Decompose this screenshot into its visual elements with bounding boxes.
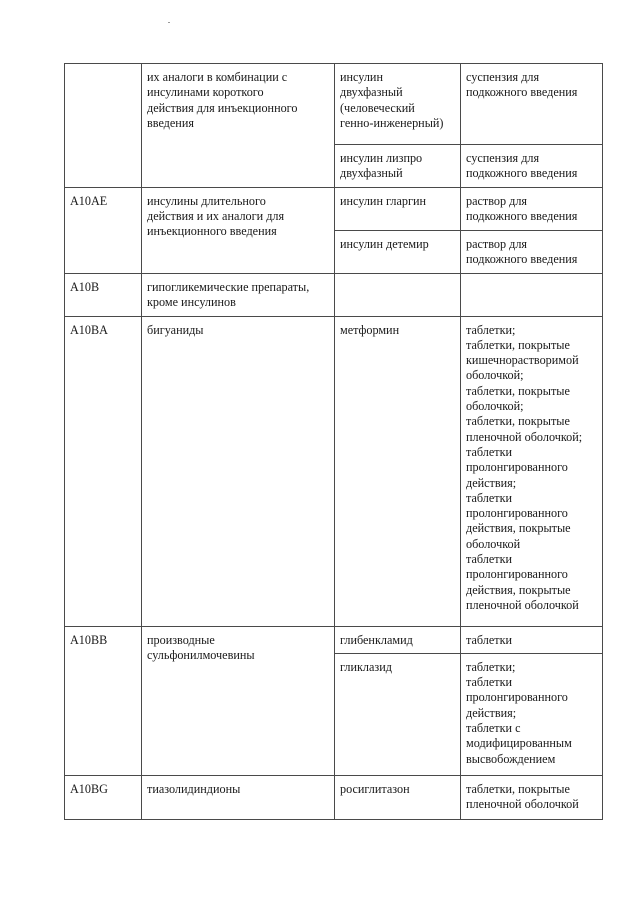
form-line: пленочной оболочкой bbox=[466, 797, 579, 812]
drug-line: глибенкламид bbox=[340, 632, 413, 647]
atc-code: A10BA bbox=[70, 322, 108, 337]
form-line: таблетки bbox=[466, 552, 513, 567]
form-cell bbox=[461, 230, 603, 273]
drug-line: двухфазный bbox=[340, 85, 403, 100]
form-line: пролонгированного bbox=[466, 506, 568, 521]
form-line: таблетки bbox=[466, 675, 513, 690]
form-line: подкожного введения bbox=[466, 166, 578, 181]
form-cell bbox=[461, 187, 603, 230]
form-line: суспензия для bbox=[466, 70, 540, 84]
form-line: действия, покрытые bbox=[466, 521, 571, 536]
form-cell bbox=[461, 653, 603, 775]
group-line: инсулинами короткого bbox=[147, 85, 264, 100]
form-line: подкожного введения bbox=[466, 251, 578, 266]
drug-cell bbox=[335, 316, 461, 626]
group-line: производные bbox=[147, 632, 215, 647]
group-line: тиазолидиндионы bbox=[147, 781, 241, 796]
form-line: модифицированным bbox=[466, 736, 572, 751]
form-line: пролонгированного bbox=[466, 690, 568, 705]
atc-code: A10BB bbox=[70, 632, 108, 647]
form-line: таблетки bbox=[466, 490, 513, 505]
form-line: раствор для bbox=[466, 236, 528, 251]
form-line: таблетки; bbox=[466, 322, 516, 337]
form-line: оболочкой bbox=[466, 536, 521, 551]
form-line: таблетки, покрытые bbox=[466, 383, 570, 398]
drug-line: гликлазид bbox=[340, 659, 392, 674]
form-line: действия, покрытые bbox=[466, 582, 571, 597]
form-line: оболочкой; bbox=[466, 368, 524, 383]
table-row bbox=[65, 273, 603, 316]
table-row bbox=[65, 187, 603, 230]
group-cell bbox=[142, 64, 335, 188]
atc-code-cell bbox=[65, 64, 142, 188]
group-line: введения bbox=[147, 115, 194, 130]
group-cell bbox=[142, 273, 335, 316]
atc-code: A10BG bbox=[70, 781, 108, 796]
drug-line: инсулин детемир bbox=[340, 236, 429, 251]
drug-line: инсулин bbox=[340, 70, 383, 84]
form-line: таблетки, покрытые bbox=[466, 781, 570, 796]
drug-cell bbox=[335, 230, 461, 273]
form-line: подкожного введения bbox=[466, 208, 578, 223]
atc-code-cell bbox=[65, 316, 142, 626]
medication-table bbox=[64, 63, 603, 820]
form-line: пролонгированного bbox=[466, 567, 568, 582]
group-line: инсулины длительного bbox=[147, 193, 266, 208]
form-line: подкожного введения bbox=[466, 85, 578, 100]
drug-cell bbox=[335, 145, 461, 188]
form-line: действия; bbox=[466, 705, 517, 720]
form-line: пролонгированного bbox=[466, 460, 568, 475]
group-line: гипогликемические препараты, bbox=[147, 279, 310, 294]
drug-cell bbox=[335, 653, 461, 775]
drug-cell bbox=[335, 64, 461, 145]
form-cell bbox=[461, 145, 603, 188]
drug-line: метформин bbox=[340, 322, 400, 337]
group-line: кроме инсулинов bbox=[147, 294, 236, 309]
form-cell bbox=[461, 626, 603, 653]
group-cell bbox=[142, 626, 335, 775]
drug-cell bbox=[335, 187, 461, 230]
table-row bbox=[65, 64, 603, 145]
group-line: действия для инъекционного bbox=[147, 100, 298, 115]
form-line: действия; bbox=[466, 475, 517, 490]
group-cell bbox=[142, 187, 335, 273]
atc-code: A10B bbox=[70, 279, 100, 294]
drug-line: инсулин гларгин bbox=[340, 193, 427, 208]
drug-line: росиглитазон bbox=[340, 781, 410, 796]
group-line: инъекционного введения bbox=[147, 224, 277, 239]
drug-line: (человеческий bbox=[340, 100, 415, 115]
table-row bbox=[65, 626, 603, 653]
form-cell bbox=[461, 273, 603, 316]
form-cell bbox=[461, 316, 603, 626]
form-line: пленочной оболочкой; bbox=[466, 429, 583, 444]
form-line: таблетки; bbox=[466, 659, 516, 674]
group-cell bbox=[142, 775, 335, 819]
form-line: высвобождением bbox=[466, 751, 556, 766]
group-line: бигуаниды bbox=[147, 322, 204, 337]
drug-line: двухфазный bbox=[340, 166, 403, 181]
form-line: пленочной оболочкой bbox=[466, 597, 579, 612]
scan-speck bbox=[168, 22, 170, 23]
group-cell bbox=[142, 316, 335, 626]
atc-code-cell bbox=[65, 187, 142, 273]
form-cell bbox=[461, 64, 603, 145]
atc-code-cell bbox=[65, 775, 142, 819]
atc-code: A10AE bbox=[70, 193, 108, 208]
form-line: таблетки с bbox=[466, 721, 521, 736]
form-cell bbox=[461, 775, 603, 819]
atc-code-cell bbox=[65, 626, 142, 775]
drug-line: инсулин лизпро bbox=[340, 151, 423, 165]
group-line: их аналоги в комбинации с bbox=[147, 70, 288, 84]
form-line: таблетки bbox=[466, 444, 513, 459]
drug-cell bbox=[335, 273, 461, 316]
drug-cell bbox=[335, 775, 461, 819]
form-line: кишечнорастворимой bbox=[466, 353, 579, 368]
atc-code-cell bbox=[65, 273, 142, 316]
form-line: таблетки bbox=[466, 632, 513, 647]
group-line: действия и их аналоги для bbox=[147, 208, 285, 223]
table-row bbox=[65, 775, 603, 819]
form-line: таблетки, покрытые bbox=[466, 337, 570, 352]
drug-line: генно-инженерный) bbox=[340, 115, 444, 130]
drug-cell bbox=[335, 626, 461, 653]
form-line: суспензия для bbox=[466, 151, 540, 165]
group-line: сульфонилмочевины bbox=[147, 647, 255, 662]
form-line: оболочкой; bbox=[466, 399, 524, 414]
form-line: раствор для bbox=[466, 193, 528, 208]
table-row bbox=[65, 316, 603, 626]
form-line: таблетки, покрытые bbox=[466, 414, 570, 429]
